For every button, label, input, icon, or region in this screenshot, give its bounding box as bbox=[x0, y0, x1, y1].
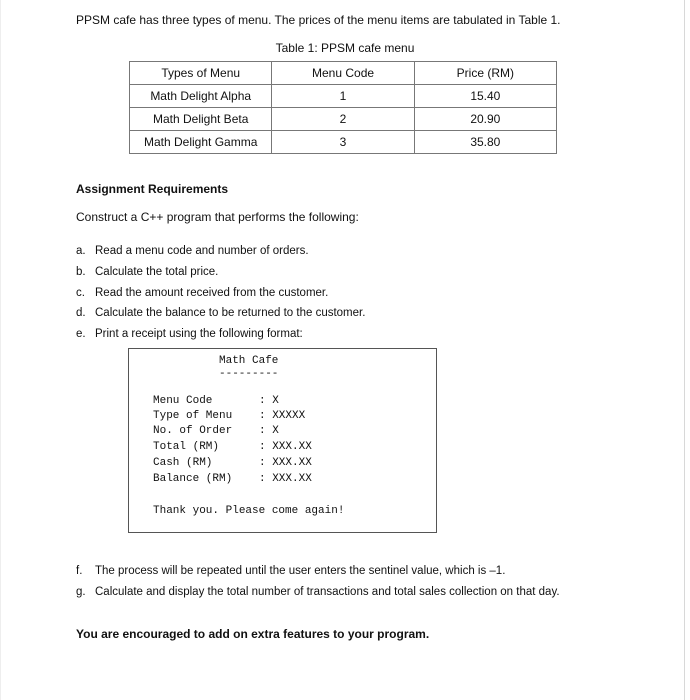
requirement-item bbox=[76, 328, 303, 340]
requirement-item bbox=[76, 565, 505, 577]
receipt-value: : X bbox=[259, 425, 279, 437]
requirement-letter: e. bbox=[76, 328, 86, 340]
requirement-letter: f. bbox=[76, 565, 83, 577]
table-header-cell: Price (RM) bbox=[414, 62, 556, 85]
requirement-text: Read the amount received from the customer. bbox=[95, 287, 329, 299]
requirement-letter: g. bbox=[76, 586, 86, 598]
receipt-label: Total (RM) bbox=[153, 441, 220, 453]
encourage-note: You are encouraged to add on extra features to your program. bbox=[76, 627, 430, 641]
receipt-underline: --------- bbox=[219, 368, 279, 380]
requirement-item bbox=[76, 307, 365, 319]
assignment-heading: Assignment Requirements bbox=[76, 182, 229, 196]
requirement-item bbox=[76, 266, 218, 278]
requirement-letter: d. bbox=[76, 307, 86, 319]
receipt-value: : XXX.XX bbox=[259, 473, 312, 485]
table-header-cell: Types of Menu bbox=[130, 62, 272, 85]
requirement-text: Calculate and display the total number of transactions and total sales collection on that day. bbox=[95, 586, 560, 598]
requirement-item bbox=[76, 586, 560, 598]
table-cell: Math Delight Beta bbox=[130, 108, 272, 131]
requirement-item bbox=[76, 245, 309, 257]
intro-paragraph: PPSM cafe has three types of menu. The prices of the menu items are tabulated in Table 1. bbox=[76, 13, 561, 27]
requirement-text: Read a menu code and number of orders. bbox=[95, 245, 309, 257]
construct-text: Construct a C++ program that performs the following: bbox=[76, 210, 359, 224]
receipt-sample bbox=[128, 348, 437, 533]
receipt-label: Type of Menu bbox=[153, 410, 233, 422]
table-row bbox=[130, 131, 557, 154]
requirement-item bbox=[76, 287, 328, 299]
table-caption: Table 1: PPSM cafe menu bbox=[275, 41, 415, 55]
receipt-title: Math Cafe bbox=[219, 355, 279, 367]
table-cell: 35.80 bbox=[414, 131, 556, 154]
requirement-text: Calculate the balance to be returned to the customer. bbox=[95, 307, 366, 319]
receipt-value: : XXX.XX bbox=[259, 441, 312, 453]
page-edge-right bbox=[684, 0, 685, 700]
table-cell: 15.40 bbox=[414, 85, 556, 108]
table-header-cell: Menu Code bbox=[272, 62, 414, 85]
requirement-text: Print a receipt using the following format: bbox=[95, 328, 303, 340]
table-cell: Math Delight Alpha bbox=[130, 85, 272, 108]
requirement-text: The process will be repeated until the user enters the sentinel value, which is –1. bbox=[95, 565, 506, 577]
requirement-letter: a. bbox=[76, 245, 86, 257]
table-row bbox=[130, 108, 557, 131]
table-cell: 2 bbox=[272, 108, 414, 131]
receipt-label: No. of Order bbox=[153, 425, 233, 437]
table-header-row bbox=[130, 62, 557, 85]
receipt-value: : X bbox=[259, 395, 279, 407]
requirement-letter: c. bbox=[76, 287, 85, 299]
table-row bbox=[130, 85, 557, 108]
page-edge-left bbox=[0, 0, 1, 700]
menu-table bbox=[129, 61, 557, 154]
requirement-letter: b. bbox=[76, 266, 86, 278]
receipt-label: Menu Code bbox=[153, 395, 213, 407]
receipt-footer: Thank you. Please come again! bbox=[153, 505, 345, 517]
receipt-label: Balance (RM) bbox=[153, 473, 233, 485]
table-cell: 1 bbox=[272, 85, 414, 108]
receipt-value: : XXX.XX bbox=[259, 457, 312, 469]
receipt-value: : XXXXX bbox=[259, 410, 306, 422]
receipt-label: Cash (RM) bbox=[153, 457, 213, 469]
requirement-text: Calculate the total price. bbox=[95, 266, 219, 278]
table-cell: Math Delight Gamma bbox=[130, 131, 272, 154]
table-cell: 3 bbox=[272, 131, 414, 154]
table-cell: 20.90 bbox=[414, 108, 556, 131]
